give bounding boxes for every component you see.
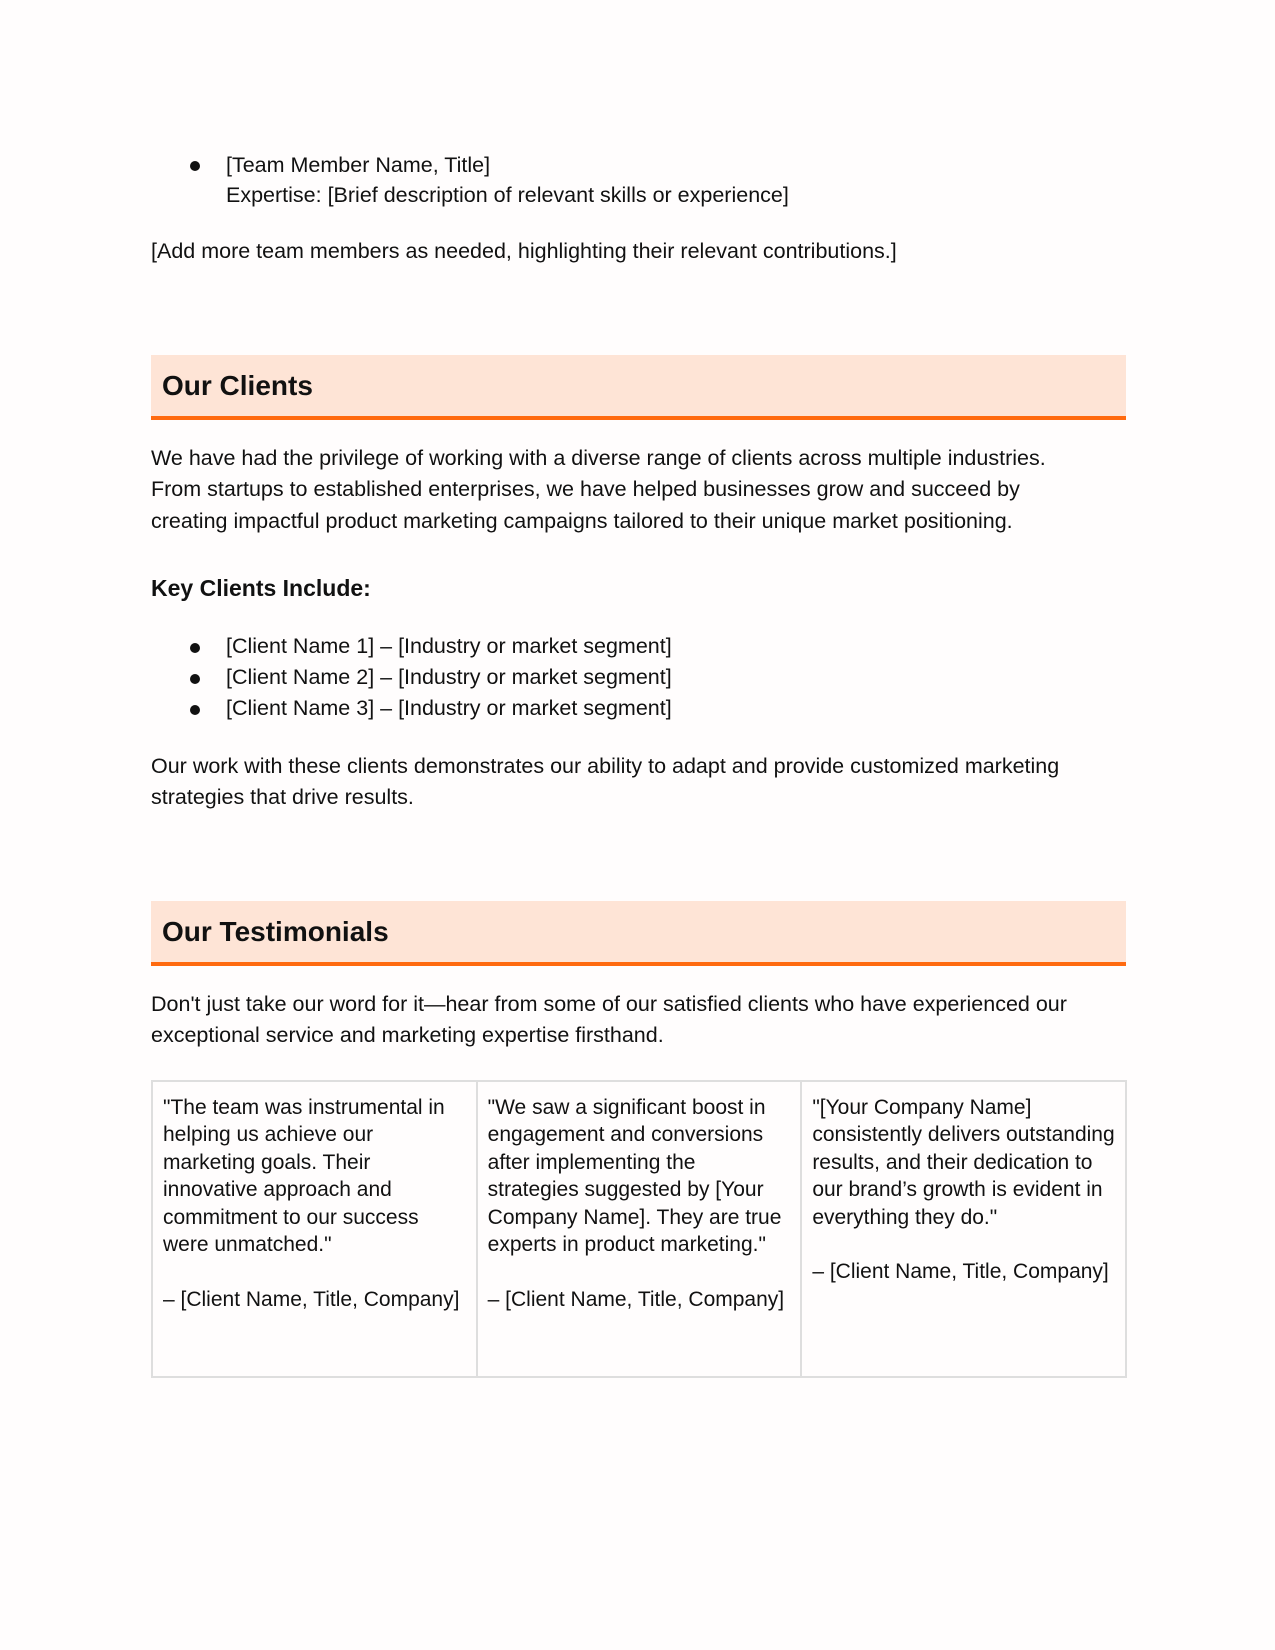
clients-intro-line: From startups to established enterprises, we have helped businesses grow and succeed by (151, 477, 1020, 501)
bullet-icon (190, 161, 200, 171)
bullet-icon (190, 643, 200, 653)
testimonials-table (151, 1080, 1127, 1378)
key-clients-heading: Key Clients Include: (151, 575, 371, 601)
testimonials-section-header (151, 901, 1126, 966)
bullet-icon (190, 674, 200, 684)
testimonials-intro-line: exceptional service and marketing expertise firsthand. (151, 1023, 664, 1047)
team-member-expertise: Expertise: [Brief description of relevant skills or experience] (226, 183, 789, 207)
testimonial-quote: "We saw a significant boost in engagement and conversions after implementing the strategies suggested by [Your Company Name]. They are true experts in product marketing." (487, 1096, 782, 1257)
key-client-text: [Client Name 3] – [Industry or market segment] (226, 696, 672, 720)
clients-closing-line: strategies that drive results. (151, 785, 414, 809)
clients-intro-line: creating impactful product marketing campaigns tailored to their unique market positioning. (151, 509, 1013, 533)
key-client-text: [Client Name 2] – [Industry or market segment] (226, 665, 672, 689)
clients-heading: Our Clients (162, 370, 313, 401)
testimonial-attribution: – [Client Name, Title, Company] (812, 1260, 1109, 1284)
clients-intro-line: We have had the privilege of working with a diverse range of clients across multiple industries. (151, 446, 1046, 470)
clients-closing-line: Our work with these clients demonstrates our ability to adapt and provide customized marketing (151, 754, 1060, 778)
testimonial-quote: "The team was instrumental in helping us achieve our marketing goals. Their innovative approach and commitment to our success were unmatched." (163, 1096, 445, 1257)
testimonials-heading: Our Testimonials (162, 916, 389, 947)
testimonial-attribution: – [Client Name, Title, Company] (163, 1287, 460, 1311)
testimonials-intro-line: Don't just take our word for it—hear from some of our satisfied clients who have experienced our (151, 992, 1067, 1016)
bullet-icon (190, 705, 200, 715)
team-member-name: [Team Member Name, Title] (226, 153, 491, 177)
add-more-note: [Add more team members as needed, highlighting their relevant contributions.] (151, 239, 897, 263)
clients-section-header (151, 355, 1126, 420)
testimonial-quote: "[Your Company Name] consistently delivers outstanding results, and their dedication to our brand’s growth is evident in everything they do." (812, 1096, 1115, 1229)
testimonial-cell (477, 1081, 802, 1377)
testimonial-cell (801, 1081, 1126, 1377)
testimonial-cell (152, 1081, 477, 1377)
testimonial-attribution: – [Client Name, Title, Company] (487, 1287, 785, 1311)
key-client-text: [Client Name 1] – [Industry or market segment] (226, 634, 672, 658)
table-row (152, 1081, 1126, 1377)
